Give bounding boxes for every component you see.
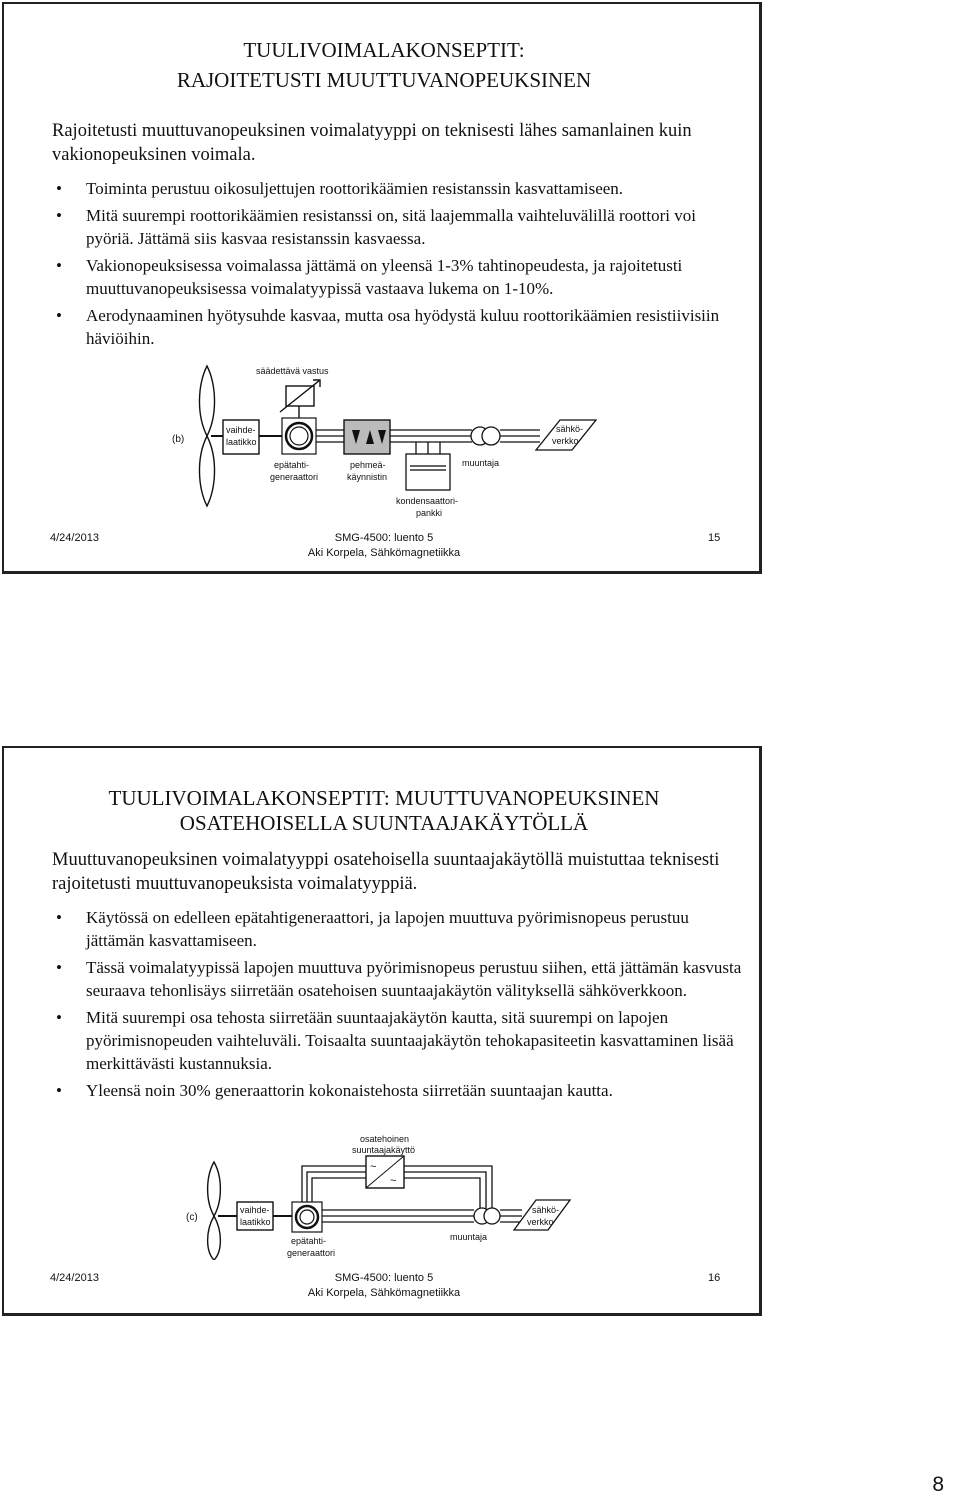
- generator-icon: [282, 418, 316, 454]
- slide-intro: Muuttuvanopeuksinen voimalatyyppi osatehoisella suuntaajakäytöllä muistuttaa teknisesti rajoitetusti muuttuvanopeuksista voimalatyyppiä.: [52, 850, 720, 894]
- gearbox-label-1: vaihde-: [226, 425, 256, 435]
- bullet-text: Mitä suurempi osa tehosta siirretään suuntaajakäytön kautta, sitä suurempi on lapojen pyörimisnopeuden vaihteluväli. Toisaalta suuntaajakäytön tehokapasiteetin kasvattaminen lisää merkittävästi kustannuksia.: [86, 1008, 734, 1073]
- svg-text:~: ~: [370, 1161, 377, 1173]
- converter-label-1: osatehoinen: [360, 1134, 410, 1144]
- bullet-marker: •: [56, 306, 62, 325]
- variable-resistor-icon: [280, 380, 320, 418]
- bullet-list: [52, 177, 742, 354]
- bullet-item: [52, 906, 742, 952]
- bullet-text: Aerodynaaminen hyötysuhde kasvaa, mutta osa hyödystä kuluu roottorikäämien resistiivisiin häviöihin.: [86, 306, 720, 348]
- slide-title-line-2: RAJOITETUSTI MUUTTUVANOPEUKSINEN: [176, 68, 592, 92]
- generator-label-1: epätahti-: [291, 1236, 327, 1246]
- transformer-icon: [471, 427, 500, 445]
- grid-label-2: verkko: [527, 1217, 554, 1227]
- bullet-marker: •: [56, 206, 62, 225]
- bullet-marker: •: [56, 1008, 62, 1027]
- bullet-item: [52, 304, 742, 350]
- bullet-text: Käytössä on edelleen epätahtigeneraattori, ja lapojen muuttuva pyörimisnopeus perustuu jättämän kasvattamiseen.: [86, 908, 689, 950]
- capacitor-label-2: pankki: [416, 508, 443, 518]
- bullet-marker: •: [56, 179, 62, 198]
- bullet-item: [52, 254, 742, 300]
- bullet-item: [52, 956, 742, 1002]
- soft-starter-label-2: käynnistin: [347, 472, 388, 482]
- grid-label-1: sähkö-: [556, 424, 584, 434]
- bullet-text: Tässä voimalatyypissä lapojen muuttuva pyörimisnopeus perustuu siihen, että jättämän kasvusta seuraava tehonlisäys siirretään osatehoisen suuntaajakäytön välityksellä sähköverkkoon.: [86, 958, 742, 1000]
- footer-author: Aki Korpela, Sähkömagnetiikka: [307, 1287, 461, 1299]
- slide-title-line-1: TUULIVOIMALAKONSEPTIT:: [243, 38, 525, 62]
- grid-label-2: verkko: [552, 436, 579, 446]
- soft-starter-icon: [344, 420, 390, 454]
- slide-intro: Rajoitetusti muuttuvanopeuksinen voimalatyyppi on teknisesti lähes samanlainen kuin vakionopeuksinen voimala.: [52, 121, 692, 165]
- grid-label-1: sähkö-: [532, 1205, 560, 1215]
- slide-number: 16: [708, 1272, 721, 1284]
- capacitor-label-1: kondensaattori-: [396, 496, 459, 506]
- transformer-label: muuntaja: [450, 1232, 488, 1242]
- slide-15: [2, 2, 762, 574]
- bullet-item: [52, 177, 742, 200]
- generator-label-1: epätahti-: [274, 460, 310, 470]
- generator-icon: [292, 1202, 322, 1232]
- resistor-label: säädettävä vastus: [256, 366, 329, 376]
- bullet-marker: •: [56, 256, 62, 275]
- footer-course: SMG-4500: luento 5: [334, 532, 434, 544]
- bullet-marker: •: [56, 1081, 62, 1100]
- footer-date: 4/24/2013: [50, 532, 99, 544]
- bullet-marker: •: [56, 958, 62, 977]
- generator-label-2: generaattori: [270, 472, 319, 482]
- bullet-text: Toiminta perustuu oikosuljettujen roottorikäämien resistanssin kasvattamiseen.: [86, 179, 624, 198]
- bullet-list: [52, 906, 742, 1106]
- turbine-blades-icon: [208, 1162, 221, 1260]
- capacitor-bank-icon: [406, 442, 450, 490]
- gearbox-label-2: laatikko: [240, 1217, 271, 1227]
- gearbox-label-2: laatikko: [226, 437, 257, 447]
- bullet-item: [52, 1079, 742, 1102]
- footer-date: 4/24/2013: [50, 1272, 99, 1284]
- slide-title-line-2: OSATEHOISELLA SUUNTAAJAKÄYTÖLLÄ: [179, 811, 589, 835]
- bullet-text: Yleensä noin 30% generaattorin kokonaistehosta siirretään suuntaajan kautta.: [86, 1081, 613, 1100]
- converter-label-2: suuntaajakäyttö: [352, 1145, 416, 1155]
- converter-icon: [366, 1156, 404, 1188]
- soft-starter-label-1: pehmeä-: [350, 460, 386, 470]
- svg-text:~: ~: [390, 1175, 397, 1187]
- bullet-item: [52, 1006, 742, 1075]
- variant-label: (b): [172, 434, 185, 445]
- slide-title-line-1: TUULIVOIMALAKONSEPTIT: MUUTTUVANOPEUKSINEN: [108, 786, 660, 810]
- bullet-marker: •: [56, 908, 62, 927]
- gearbox-label-1: vaihde-: [240, 1205, 270, 1215]
- transformer-label: muuntaja: [462, 458, 500, 468]
- bullet-text: Mitä suurempi roottorikäämien resistanssi on, sitä laajemmalla vaihteluvälillä roottori voi pyöriä. Jättämä siis kasvaa resistanssin kasvaessa.: [86, 206, 696, 248]
- slide-number: 15: [708, 532, 721, 544]
- generator-label-2: generaattori: [287, 1248, 336, 1258]
- slide-16: [2, 746, 762, 1316]
- wind-turbine-diagram-b: [4, 354, 764, 524]
- bullet-item: [52, 204, 742, 250]
- wind-turbine-diagram-c: [4, 1130, 764, 1260]
- page-number: 8: [932, 1473, 944, 1496]
- transformer-icon: [474, 1208, 500, 1224]
- footer-author: Aki Korpela, Sähkömagnetiikka: [307, 547, 461, 559]
- footer-course: SMG-4500: luento 5: [334, 1272, 434, 1284]
- bullet-text: Vakionopeuksisessa voimalassa jättämä on yleensä 1-3% tahtinopeudesta, ja rajoitetusti muuttuvanopeuksisessa voimalatyypissä vastaava lukema on 1-10%.: [86, 256, 683, 298]
- variant-label: (c): [186, 1212, 198, 1223]
